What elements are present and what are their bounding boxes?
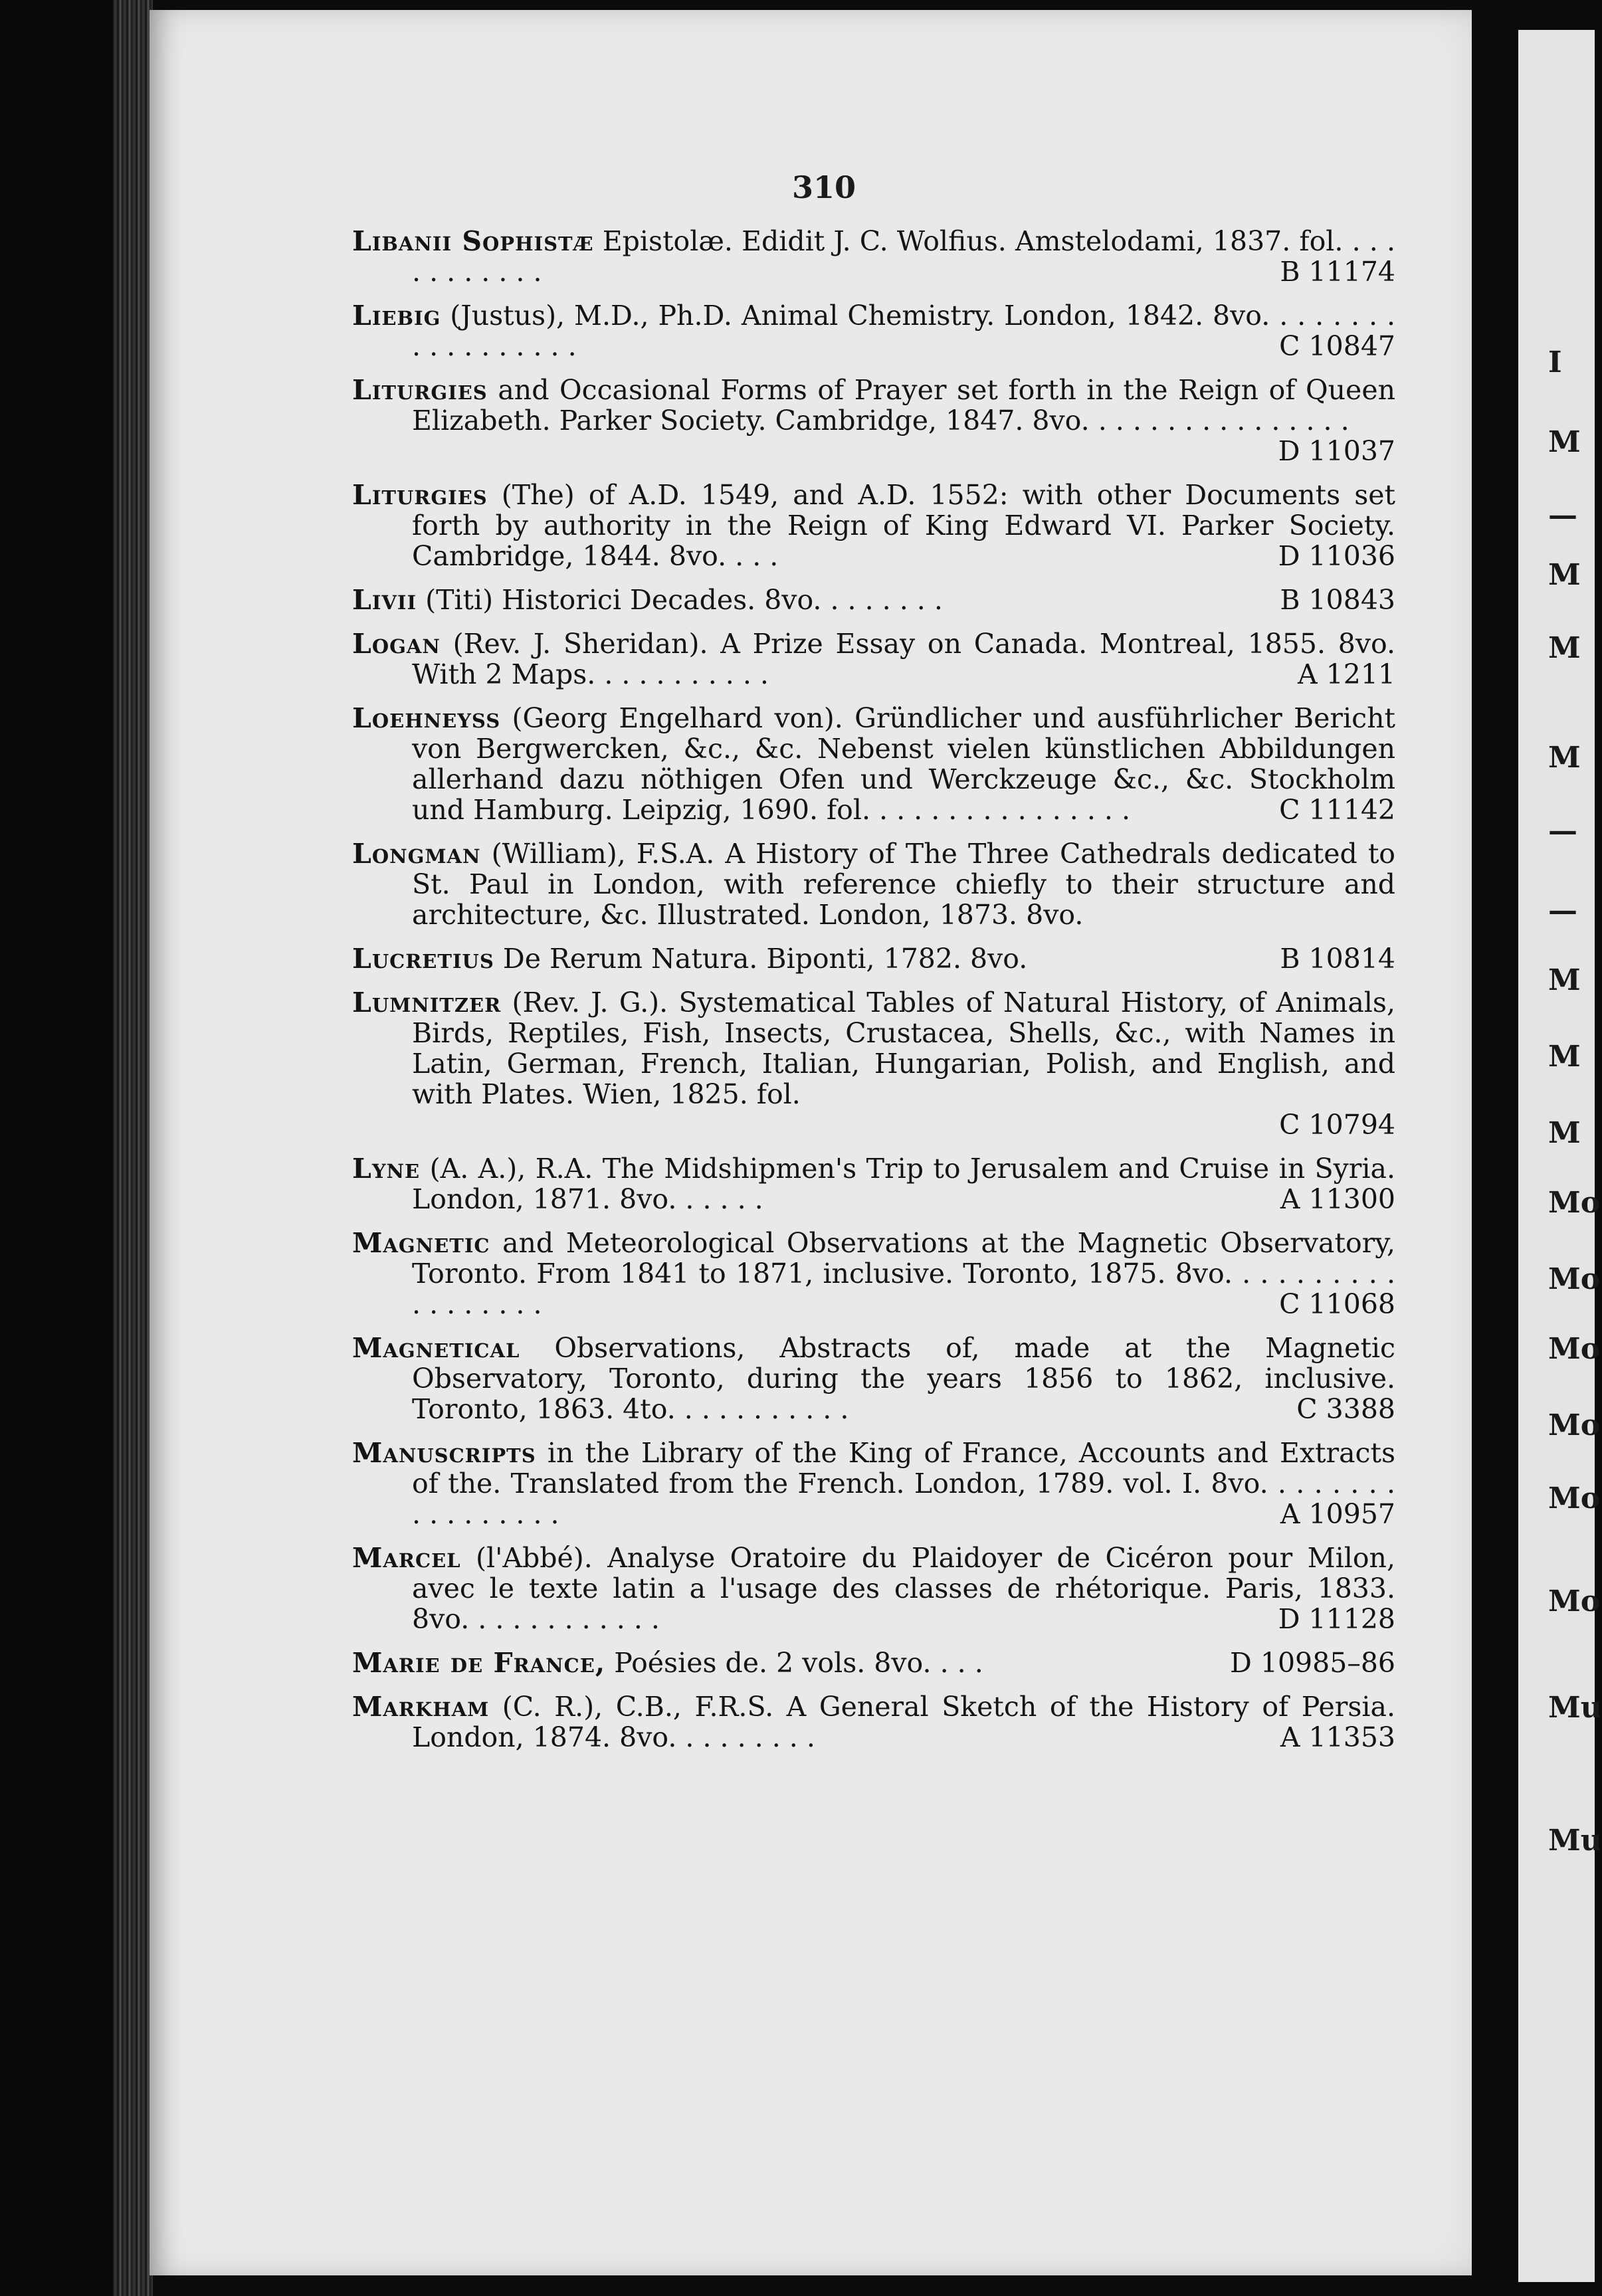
entry-heading: Loehneyss <box>352 702 501 734</box>
shelf-mark: D 11128 <box>1265 1604 1395 1634</box>
facing-page-fragment: I <box>1548 345 1562 379</box>
entry-heading: Logan <box>352 628 441 660</box>
entry-heading: Magnetical <box>352 1332 520 1364</box>
catalogue-entry <box>352 375 1395 466</box>
entry-heading: Livii <box>352 584 417 616</box>
entry-text: (l'Abbé). Analyse Oratoire du Plaidoyer de Cicéron pour Milon, avec le texte latin a l'usage des classes de rhétorique. Paris, 1833. 8vo. . . . . . . . . . . . <box>412 1542 1395 1635</box>
entry-text: (Rev. J. Sheridan). A Prize Essay on Canada. Montreal, 1855. 8vo. With 2 Maps. . . . . . . . . . . <box>412 628 1395 690</box>
entry-heading: Liturgies <box>352 374 488 406</box>
entry-heading: Markham <box>352 1691 490 1723</box>
entry-text: Poésies de. 2 vols. 8vo. . . . <box>614 1647 983 1679</box>
shelf-mark: A 11353 <box>1267 1722 1395 1753</box>
entry-text: (Georg Engelhard von). Gründlicher und ausführlicher Bericht von Bergwercken, &c., &c. Nebenst vielen künstlichen Abbildungen allerhand dazu nöthigen Ofen und Werckzeuge &c., &c. Stockholm und Hamburg. Leipzig, 1690. fol. . . . . . . . . . . . . . . . <box>412 702 1395 826</box>
facing-page-fragment: — <box>1548 814 1577 848</box>
catalogue-entry <box>352 1228 1395 1319</box>
catalogue-entry <box>352 1333 1395 1424</box>
shelf-mark: B 11174 <box>1266 256 1395 287</box>
page-edges <box>113 0 153 2296</box>
entry-text: Epistolæ. Edidit J. C. Wolfius. Amstelodami, 1837. fol. . . . . . . . . . . . <box>412 225 1395 288</box>
shelf-mark: A 11300 <box>1267 1184 1395 1214</box>
entry-heading: Liebig <box>352 300 441 332</box>
entry-text: De Rerum Natura. Biponti, 1782. 8vo. <box>502 943 1028 975</box>
entry-heading: Lucretius <box>352 943 494 975</box>
catalogue-entry <box>352 703 1395 825</box>
entry-heading: Marcel <box>352 1542 461 1574</box>
entry-heading: Liturgies <box>352 479 488 511</box>
facing-page-fragment: Mu <box>1548 1691 1602 1725</box>
entry-text: (Titi) Historici Decades. 8vo. . . . . . . . <box>425 584 943 616</box>
catalogue-entry <box>352 987 1395 1140</box>
facing-page-fragment: Mo <box>1548 1584 1601 1618</box>
facing-page-fragment: — <box>1548 894 1577 927</box>
facing-page-fragment: Mo <box>1548 1332 1601 1366</box>
entry-text: in the Library of the King of France, Accounts and Extracts of the. Translated from the French. London, 1789. vol. I. 8vo. . . . . . . . . . . . . . . . . <box>412 1437 1395 1530</box>
catalogue-entry <box>352 1648 1395 1678</box>
catalogue-entry <box>352 226 1395 287</box>
facing-page-fragment: Mo <box>1548 1262 1601 1296</box>
facing-page-fragment: M <box>1548 741 1581 775</box>
page-number: 310 <box>791 169 856 205</box>
entry-heading: Lyne <box>352 1153 421 1185</box>
entry-heading: Libanii Sophistæ <box>352 225 594 257</box>
facing-page-fragment: M <box>1548 631 1581 665</box>
facing-page-fragment: M <box>1548 963 1581 997</box>
entry-text: (Rev. J. G.). Systematical Tables of Natural History, of Animals, Birds, Reptiles, Fish, Insects, Crustacea, Shells, &c., with Names in Latin, German, French, Italian, Hungarian, Polish, and English, and with Plates. Wien, 1825. fol. <box>412 987 1395 1110</box>
catalogue-entry <box>352 1543 1395 1634</box>
catalogue-entry <box>352 628 1395 690</box>
facing-page-fragment: Mo <box>1548 1186 1601 1220</box>
entry-heading: Marie de France, <box>352 1647 606 1679</box>
facing-page-fragment: M <box>1548 1116 1581 1150</box>
shelf-mark: A 10957 <box>1267 1499 1395 1529</box>
shelf-mark: D 10985–86 <box>1217 1648 1395 1678</box>
shelf-mark: D 11036 <box>1265 541 1395 571</box>
catalogue-entry <box>352 838 1395 930</box>
shelf-mark: C 3388 <box>1283 1394 1395 1424</box>
facing-page-fragment: Mo <box>1548 1408 1601 1442</box>
entry-text: (Justus), M.D., Ph.D. Animal Chemistry. London, 1842. 8vo. . . . . . . . . . . . . . . . . . <box>412 300 1395 362</box>
entry-text: (A. A.), R.A. The Midshipmen's Trip to Jerusalem and Cruise in Syria. London, 1871. 8vo. . . . . . <box>412 1153 1395 1215</box>
catalogue-entries <box>352 226 1395 1766</box>
entry-heading: Manuscripts <box>352 1437 536 1469</box>
catalogue-entry <box>352 1153 1395 1214</box>
shelf-mark: B 10843 <box>1266 585 1395 615</box>
shelf-mark: C 11068 <box>1266 1289 1395 1319</box>
shelf-mark: B 10814 <box>1266 943 1395 974</box>
facing-page-fragment: Mo <box>1548 1482 1601 1515</box>
catalogue-entry <box>352 300 1395 361</box>
facing-page-fragment: M <box>1548 558 1581 592</box>
catalogue-entry <box>352 1691 1395 1753</box>
facing-page-fragment: M <box>1548 425 1581 459</box>
shelf-mark: D 11037 <box>1265 436 1395 466</box>
shelf-mark: C 11142 <box>1266 795 1395 825</box>
entry-text: (The) of A.D. 1549, and A.D. 1552: with other Documents set forth by authority in the Reign of King Edward VI. Parker Society. Cambridge, 1844. 8vo. . . . <box>412 479 1395 572</box>
entry-heading: Longman <box>352 838 481 870</box>
catalogue-entry <box>352 1438 1395 1529</box>
facing-page-fragment: — <box>1548 498 1577 532</box>
entry-heading: Magnetic <box>352 1227 490 1259</box>
entry-text: and Occasional Forms of Prayer set forth in the Reign of Queen Elizabeth. Parker Society. Cambridge, 1847. 8vo. . . . . . . . . . . . . . . . <box>412 374 1395 436</box>
catalogue-entry <box>352 943 1395 974</box>
catalogue-entry <box>352 585 1395 615</box>
facing-page-fragment: Mu <box>1548 1824 1602 1858</box>
entry-text: Observations, Abstracts of, made at the Magnetic Observatory, Toronto, during the years 1856 to 1862, inclusive. Toronto, 1863. 4to. . . . . . . . . . . <box>412 1332 1395 1425</box>
shelf-mark: A 1211 <box>1284 659 1395 690</box>
shelf-mark: C 10794 <box>1279 1109 1395 1141</box>
entry-text: (William), F.S.A. A History of The Three Cathedrals dedicated to St. Paul in London, with reference chiefly to their structure and architecture, &c. Illustrated. London, 1873. 8vo. <box>412 838 1395 931</box>
facing-page-fragment: M <box>1548 1040 1581 1074</box>
entry-text: (C. R.), C.B., F.R.S. A General Sketch of the History of Persia. London, 1874. 8vo. . . . . . . . . <box>412 1691 1395 1753</box>
catalogue-entry <box>352 480 1395 571</box>
entry-heading: Lumnitzer <box>352 987 502 1018</box>
shelf-mark: C 10847 <box>1266 331 1395 361</box>
entry-text: and Meteorological Observations at the Magnetic Observatory, Toronto. From 1841 to 1871, inclusive. Toronto, 1875. 8vo. . . . . . . . . . . . . . . . . . <box>412 1227 1395 1320</box>
